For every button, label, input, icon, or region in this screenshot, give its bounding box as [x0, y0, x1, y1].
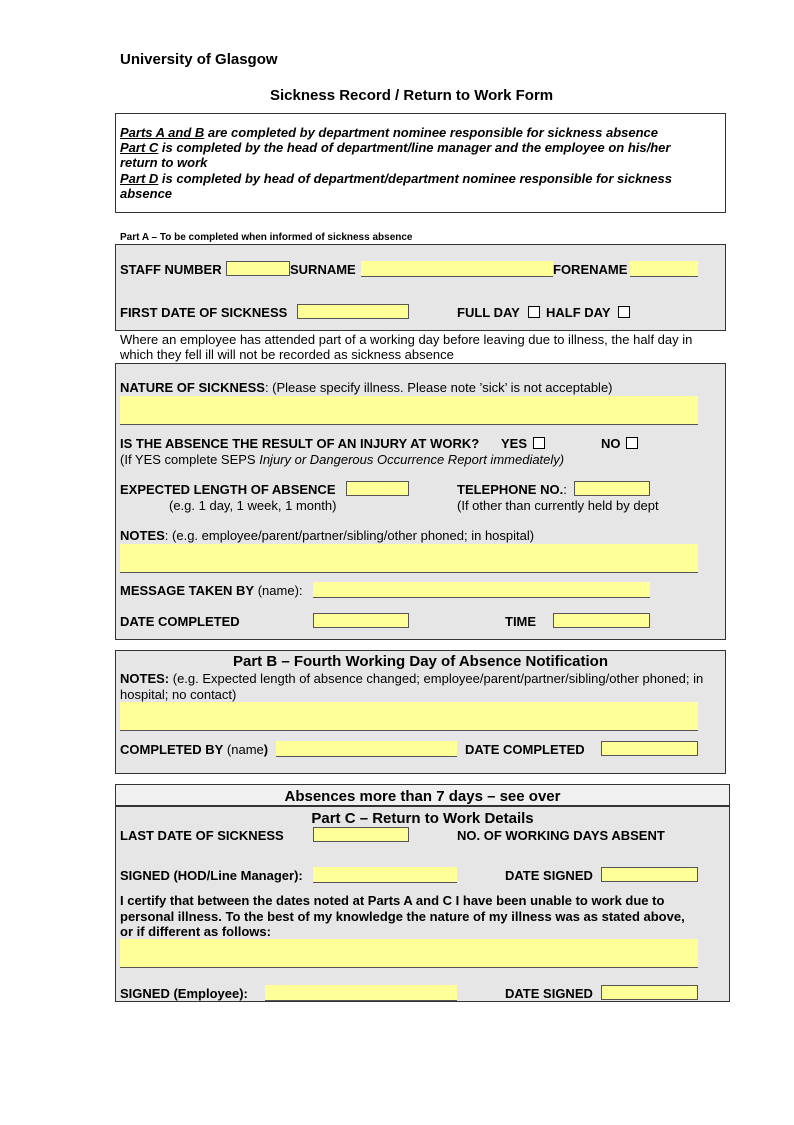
telephone-colon: : [563, 482, 567, 497]
surname-field[interactable] [361, 261, 553, 277]
part-b-date-completed-label: DATE COMPLETED [465, 742, 585, 757]
intro-line-ab [120, 125, 658, 140]
part-b-notes-field[interactable] [120, 702, 698, 731]
date-signed-2-label: DATE SIGNED [505, 986, 593, 1001]
certify-field[interactable] [120, 939, 698, 968]
date-signed-2-field[interactable] [601, 985, 698, 1000]
nature-line [120, 380, 613, 395]
message-taken-label: MESSAGE TAKEN BY [120, 583, 255, 598]
half-day-note-line1: Where an employee has attended part of a working day before leaving due to illness, the half day in [120, 332, 693, 347]
certify-line-3: or if different as follows: [120, 924, 271, 939]
half-day-checkbox[interactable] [618, 306, 630, 318]
date-completed-label: DATE COMPLETED [120, 614, 240, 629]
intro-c-text: is completed by the head of department/line manager and the employee on his/her [158, 140, 671, 155]
date-completed-field[interactable] [313, 613, 409, 628]
university-name: University of Glasgow [120, 51, 278, 68]
completed-by-close: ) [263, 742, 269, 757]
message-taken-line [120, 583, 303, 598]
injury-yes-checkbox[interactable] [533, 437, 545, 449]
working-days-label: NO. OF WORKING DAYS ABSENT [457, 828, 665, 843]
intro-c-label: Part C [120, 140, 159, 155]
absences-banner-text: Absences more than 7 days – see over [284, 788, 561, 805]
message-taken-field[interactable] [313, 582, 650, 598]
part-b-notes-label: NOTES: [120, 671, 170, 686]
notes-hint: : (e.g. employee/parent/partner/sibling/other phoned; in hospital) [164, 528, 535, 543]
date-signed-label: DATE SIGNED [505, 868, 593, 883]
forename-field[interactable] [630, 261, 698, 277]
injury-no-checkbox[interactable] [626, 437, 638, 449]
last-date-label: LAST DATE OF SICKNESS [120, 828, 284, 843]
completed-by-field[interactable] [276, 741, 457, 757]
intro-d-text2: absence [120, 186, 173, 201]
staff-number-label: STAFF NUMBER [120, 262, 222, 277]
nature-label: NATURE OF SICKNESS [120, 380, 265, 395]
notes-line [120, 528, 534, 543]
telephone-label: TELEPHONE NO. [457, 482, 564, 497]
half-day-note-line2: which they fell ill will not be recorded as sickness absence [120, 347, 454, 362]
injury-hint-italic: Injury or Dangerous Occurrence Report immediately) [259, 452, 565, 467]
telephone-line [457, 482, 567, 497]
intro-ab-label: Parts A and B [120, 125, 205, 140]
time-field[interactable] [553, 613, 650, 628]
forename-label: FORENAME [553, 262, 628, 277]
intro-c-text2: return to work [120, 155, 208, 170]
signed-employee-field[interactable] [265, 985, 457, 1001]
telephone-hint: (If other than currently held by dept [457, 498, 659, 513]
signed-employee-label: SIGNED (Employee): [120, 986, 248, 1001]
expected-length-field[interactable] [346, 481, 409, 496]
first-date-label: FIRST DATE OF SICKNESS [120, 305, 288, 320]
injury-question: IS THE ABSENCE THE RESULT OF AN INJURY AT WORK? [120, 436, 480, 451]
part-b-date-completed-field[interactable] [601, 741, 698, 756]
staff-number-field[interactable] [226, 261, 290, 276]
certify-line-1: I certify that between the dates noted at Parts A and C I have been unable to work due to [120, 893, 665, 908]
part-b-notes-line [120, 671, 703, 686]
date-signed-field[interactable] [601, 867, 698, 882]
full-day-label: FULL DAY [457, 305, 520, 320]
notes-label: NOTES [120, 528, 165, 543]
part-b-title: Part B – Fourth Working Day of Absence Notification [232, 653, 609, 670]
intro-ab-text: are completed by department nominee responsible for sickness absence [204, 125, 658, 140]
injury-no-label: NO [601, 436, 621, 451]
injury-hint [120, 452, 564, 467]
completed-by-label: COMPLETED BY [120, 742, 224, 757]
part-b-notes-hint: (e.g. Expected length of absence changed; employee/parent/partner/sibling/other phoned; in [169, 671, 704, 686]
half-day-label: HALF DAY [546, 305, 611, 320]
intro-line-c [120, 140, 670, 155]
surname-label: SURNAME [290, 262, 356, 277]
expected-length-label: EXPECTED LENGTH OF ABSENCE [120, 482, 336, 497]
completed-by-line [120, 742, 268, 757]
message-taken-hint: (name): [254, 583, 303, 598]
telephone-field[interactable] [574, 481, 650, 496]
last-date-field[interactable] [313, 827, 409, 842]
part-a-caption: Part A – To be completed when informed of sickness absence [120, 232, 413, 243]
full-day-checkbox[interactable] [528, 306, 540, 318]
intro-d-text: is completed by head of department/department nominee responsible for sickness [158, 171, 672, 186]
signed-hod-field[interactable] [313, 867, 457, 883]
part-c-title: Part C – Return to Work Details [311, 810, 534, 827]
injury-yes-label: YES [501, 436, 528, 451]
completed-by-hint: (name [223, 742, 264, 757]
intro-d-label: Part D [120, 171, 159, 186]
signed-hod-label: SIGNED (HOD/Line Manager): [120, 868, 303, 883]
form-title: Sickness Record / Return to Work Form [270, 87, 554, 104]
nature-hint: : (Please specify illness. Please note ’sick’ is not acceptable) [264, 380, 613, 395]
time-label: TIME [505, 614, 537, 629]
expected-length-hint: (e.g. 1 day, 1 week, 1 month) [169, 498, 337, 513]
intro-line-d [120, 171, 672, 186]
injury-hint-pre: (If YES complete SEPS [120, 452, 260, 467]
notes-field[interactable] [120, 544, 698, 573]
certify-line-2: personal illness. To the best of my knowledge the nature of my illness was as stated above, [120, 909, 685, 924]
part-b-notes-hint2: hospital; no contact) [120, 687, 237, 702]
nature-field[interactable] [120, 396, 698, 425]
first-date-field[interactable] [297, 304, 409, 319]
